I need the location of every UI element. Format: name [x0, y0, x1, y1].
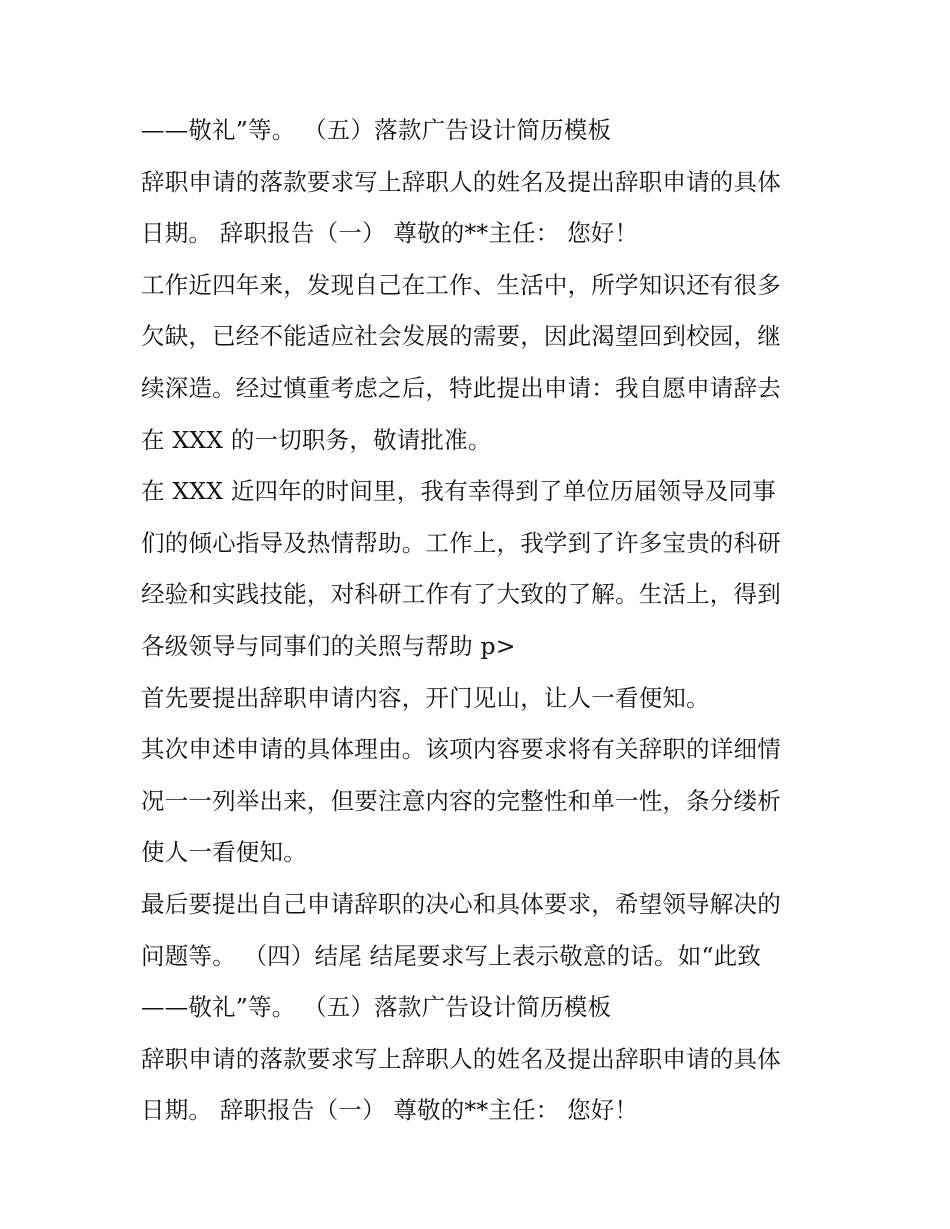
text-line: 在 XXX 近四年的时间里，我有幸得到了单位历届领导及同事: [141, 477, 776, 506]
text-line: 们的倾心指导及热情帮助。工作上，我学到了许多宝贵的科研: [141, 528, 781, 557]
text-line: 续深造。经过慎重考虑之后，特此提出申请：我自愿申请辞去: [141, 373, 781, 402]
text-line: 经验和实践技能，对科研工作有了大致的了解。生活上，得到: [141, 580, 781, 609]
text-line: 各级领导与同事们的关照与帮助 p>: [141, 631, 516, 660]
text-line: ——敬礼”等。 （五）落款广告设计简历模板: [141, 116, 612, 144]
text-line: 最后要提出自己申请辞职的决心和具体要求，希望领导解决的: [141, 889, 781, 918]
text-line: 首先要提出辞职申请内容，开门见山，让人一看便知。: [141, 683, 710, 712]
text-line: 日期。 辞职报告（一） 尊敬的**主任： 您好！: [141, 219, 639, 248]
document-body: [141, 105, 821, 1137]
text-line: 使人一看便知。: [141, 838, 307, 867]
text-line: 况一一列举出来，但要注意内容的完整性和单一性，条分缕析: [141, 786, 781, 815]
text-line: 在 XXX 的一切职务，敬请批准。: [141, 425, 492, 454]
text-line: 辞职申请的落款要求写上辞职人的姓名及提出辞职申请的具体: [141, 1044, 781, 1073]
text-line: 辞职申请的落款要求写上辞职人的姓名及提出辞职申请的具体: [141, 167, 781, 196]
text-line: ——敬礼”等。 （五）落款广告设计简历模板: [141, 993, 612, 1022]
text-line: 其次申述申请的具体理由。该项内容要求将有关辞职的详细情: [141, 735, 781, 764]
text-line: 欠缺，已经不能适应社会发展的需要，因此渴望回到校园，继: [141, 322, 781, 351]
text-line: 工作近四年来，发现自己在工作、生活中，所学知识还有很多: [141, 270, 781, 299]
text-line: 问题等。 （四）结尾 结尾要求写上表示敬意的话。如“此致: [141, 941, 762, 970]
text-line: 日期。 辞职报告（一） 尊敬的**主任： 您好！: [141, 1096, 639, 1125]
